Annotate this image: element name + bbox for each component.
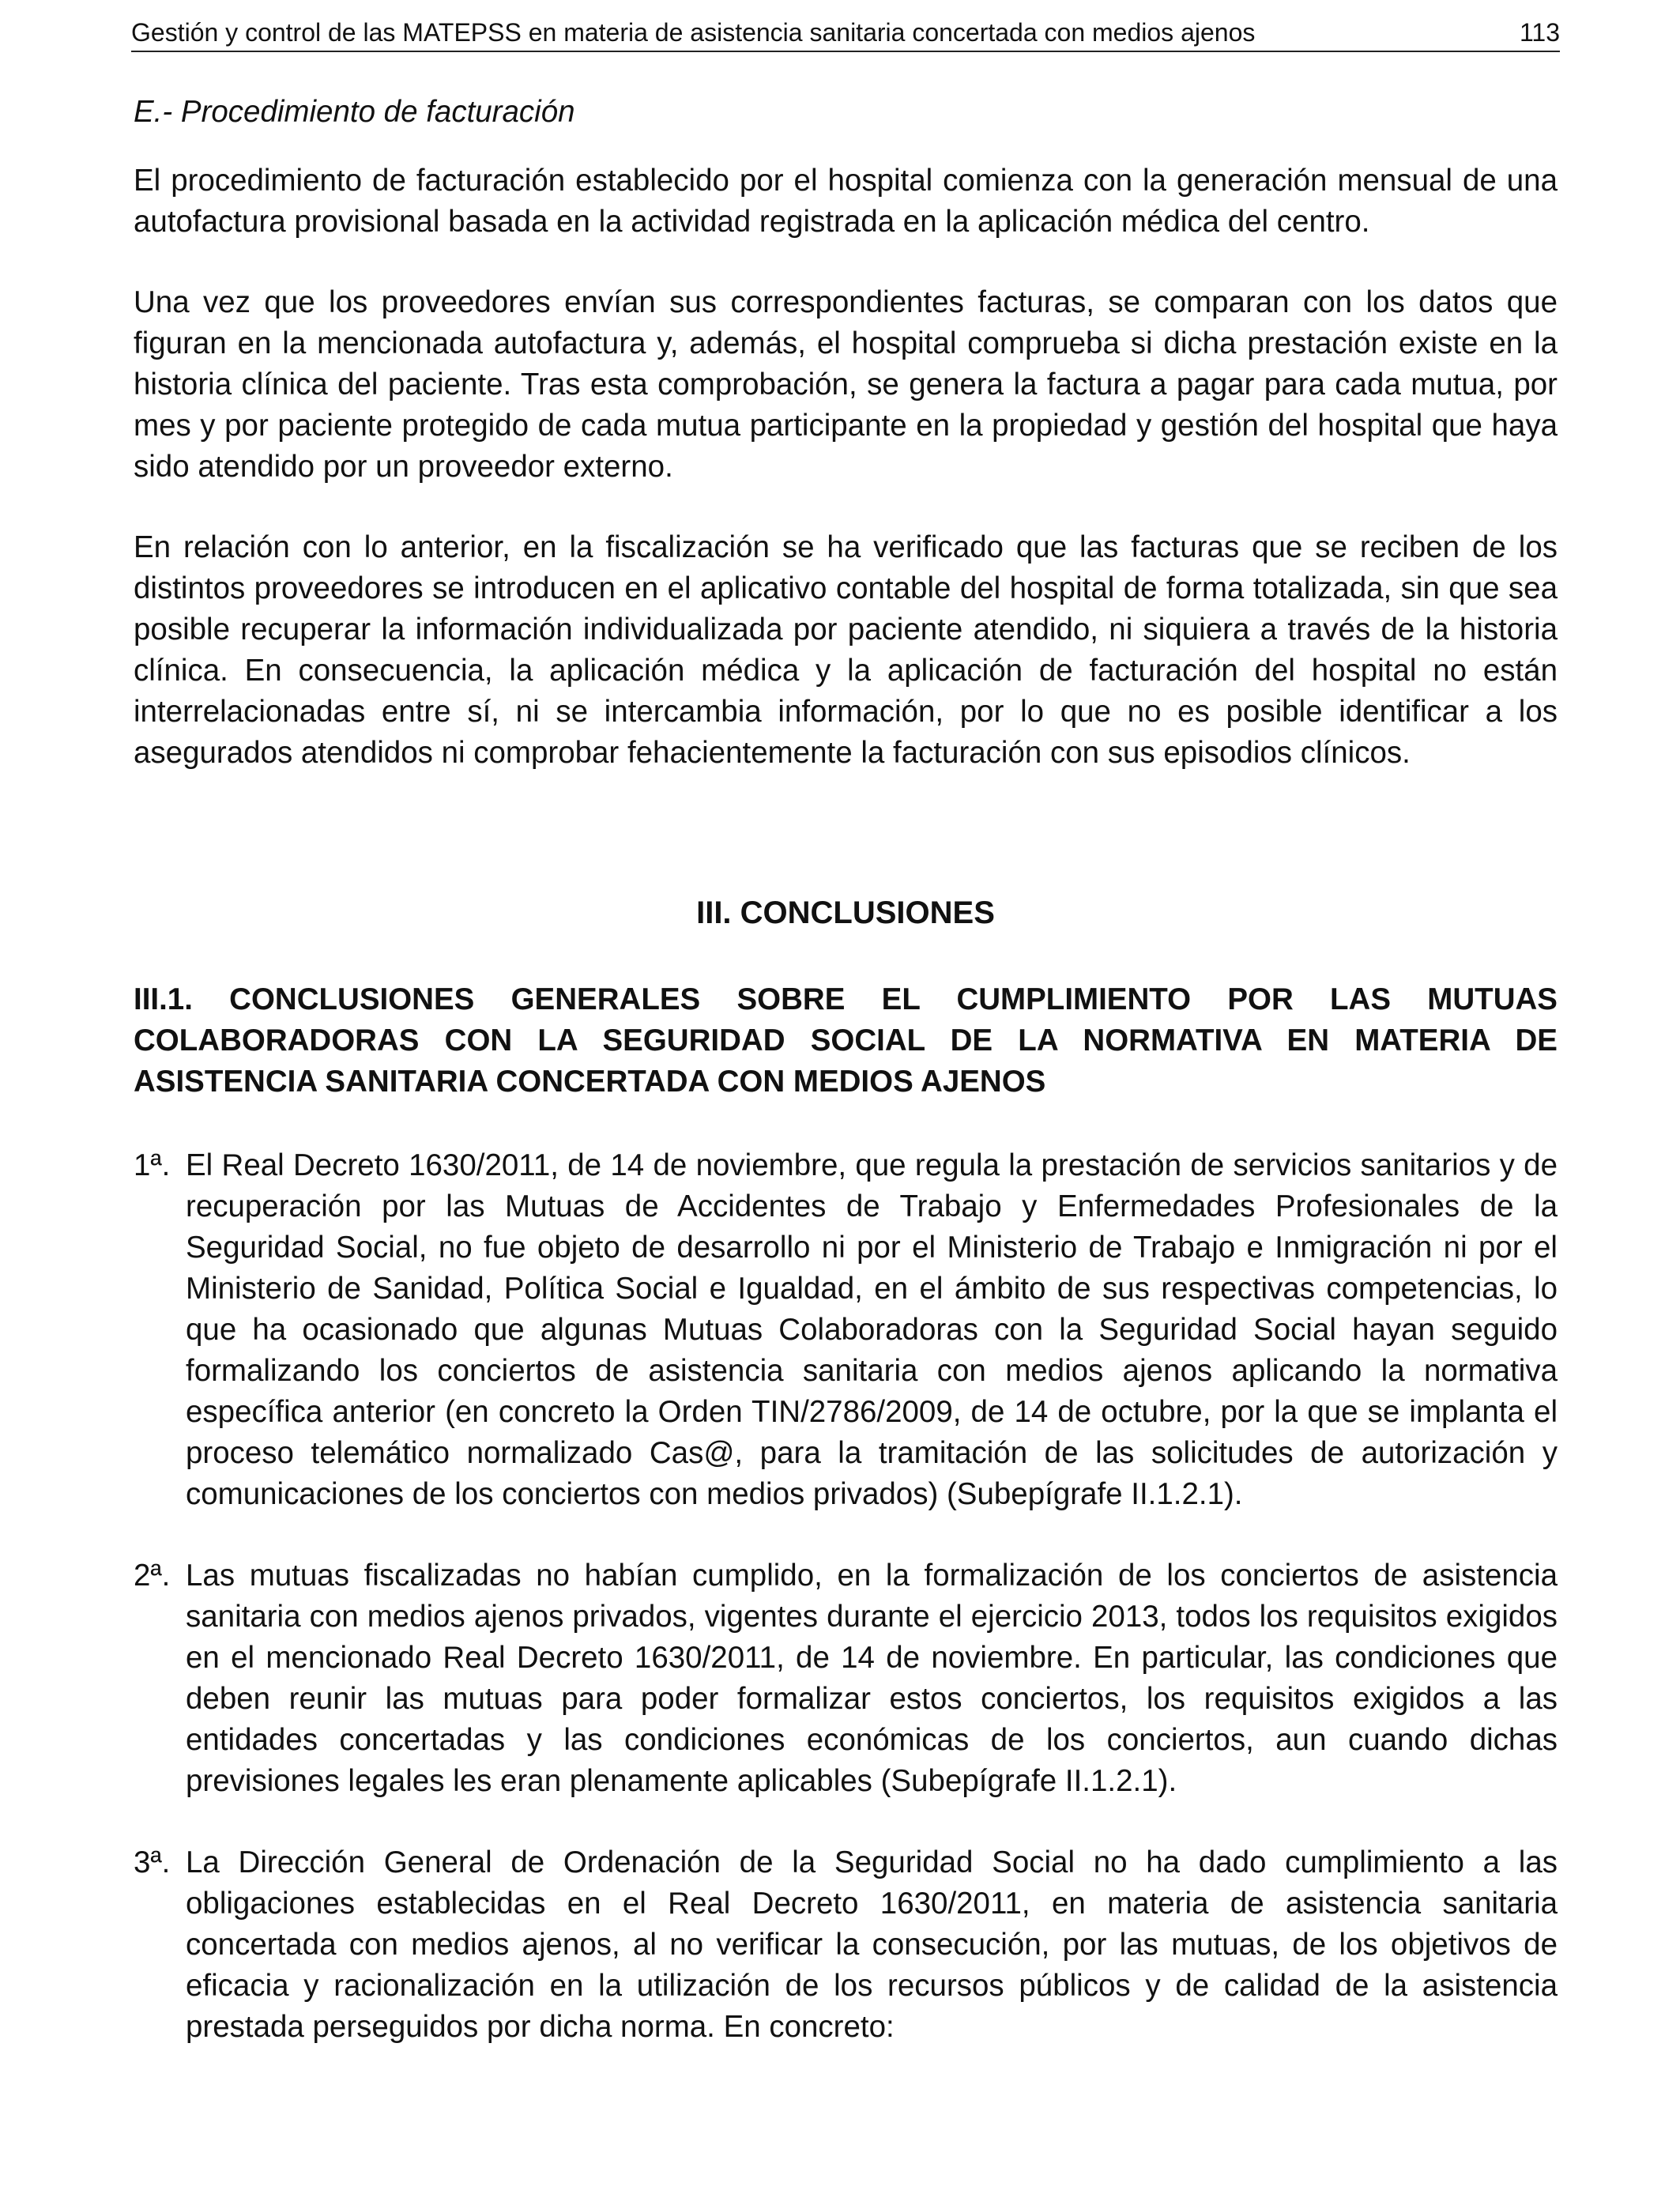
conclusion-number: 3ª. xyxy=(134,1845,171,1879)
conclusion-item xyxy=(134,1842,1558,2048)
paragraph: Una vez que los proveedores envían sus correspondientes facturas, se comparan con los datos que figuran en la mencionada autofactura y, además, el hospital comprueba si dicha prestación existe en la historia clínica del paciente. Tras esta comprobación, se genera la factura a pagar para cada mutua, por mes y por paciente protegido de cada mutua participante en la propiedad y gestión del hospital que haya sido atendido por un proveedor externo. xyxy=(134,285,1558,484)
conclusion-number: 1ª. xyxy=(134,1148,171,1182)
conclusion-text: El Real Decreto 1630/2011, de 14 de noviembre, que regula la prestación de servicios sanitarios y de recuperación por las Mutuas de Accidentes de Trabajo y Enfermedades Profesionales de la Seguridad Social, no fue objeto de desarrollo ni por el Ministerio de Trabajo e Inmigración ni por el Ministerio de Sanidad, Política Social e Igualdad, en el ámbito de sus respectivas competencias, lo que ha ocasionado que algunas Mutuas Colaboradoras con la Seguridad Social hayan seguido formalizando los conciertos de asistencia sanitaria con medios ajenos aplicando la normativa específica anterior (en concreto la Orden TIN/2786/2009, de 14 de octubre, por la que se implanta el proceso telemático normalizado Cas@, para la tramitación de las solicitudes de autorización y comunicaciones de los conciertos con medios privados) (Subepígrafe II.1.2.1). xyxy=(186,1148,1558,1511)
conclusion-text: La Dirección General de Ordenación de la Seguridad Social no ha dado cumplimiento a las obligaciones establecidas en el Real Decreto 1630/2011, en materia de asistencia sanitaria concertada con medios ajenos, al no verificar la consecución, por las mutuas, de los objetivos de eficacia y racionalización en la utilización de los recursos públicos y de calidad de la asistencia prestada perseguidos por dicha norma. En concreto: xyxy=(186,1845,1558,2044)
page-header xyxy=(131,16,1560,52)
subsection-heading: III.1. CONCLUSIONES GENERALES SOBRE EL CUMPLIMIENTO POR LAS MUTUAS COLABORADORAS CON LA SEGURIDAD SOCIAL DE LA NORMATIVA EN MATERIA DE ASISTENCIA SANITARIA CONCERTADA CON MEDIOS AJENOS xyxy=(134,982,1558,1099)
chapter-heading: III. CONCLUSIONES xyxy=(696,895,995,930)
header-title: Gestión y control de las MATEPSS en materia de asistencia sanitaria concertada con medios ajenos xyxy=(131,18,1256,47)
paragraph: En relación con lo anterior, en la fiscalización se ha verificado que las facturas que se reciben de los distintos proveedores se introducen en el aplicativo contable del hospital de forma totalizada, sin que sea posible recuperar la información individualizada por paciente atendido, ni siquiera a través de la historia clínica. En consecuencia, la aplicación médica y la aplicación de facturación del hospital no están interrelacionadas entre sí, ni se intercambia información, por lo que no es posible identificar a los asegurados atendidos ni comprobar fehacientemente la facturación con sus episodios clínicos. xyxy=(134,530,1558,770)
paragraph: El procedimiento de facturación establecido por el hospital comienza con la generación mensual de una autofactura provisional basada en la actividad registrada en la aplicación médica del centro. xyxy=(134,164,1558,239)
conclusion-item xyxy=(134,1145,1558,1515)
page-body xyxy=(134,92,1558,2088)
conclusion-number: 2ª. xyxy=(134,1559,171,1593)
section-title: E.- Procedimiento de facturación xyxy=(134,95,575,129)
page-number: 113 xyxy=(1519,18,1560,47)
conclusion-item xyxy=(134,1555,1558,1802)
conclusion-text: Las mutuas fiscalizadas no habían cumplido, en la formalización de los conciertos de asistencia sanitaria con medios ajenos privados, vigentes durante el ejercicio 2013, todos los requisitos exigidos en el mencionado Real Decreto 1630/2011, de 14 de noviembre. En particular, las condiciones que deben reunir las mutuas para poder formalizar estos conciertos, los requisitos exigidos a las entidades concertadas y las condiciones económicas de los conciertos, aun cuando dichas previsiones legales les eran plenamente aplicables (Subepígrafe II.1.2.1). xyxy=(186,1559,1558,1798)
